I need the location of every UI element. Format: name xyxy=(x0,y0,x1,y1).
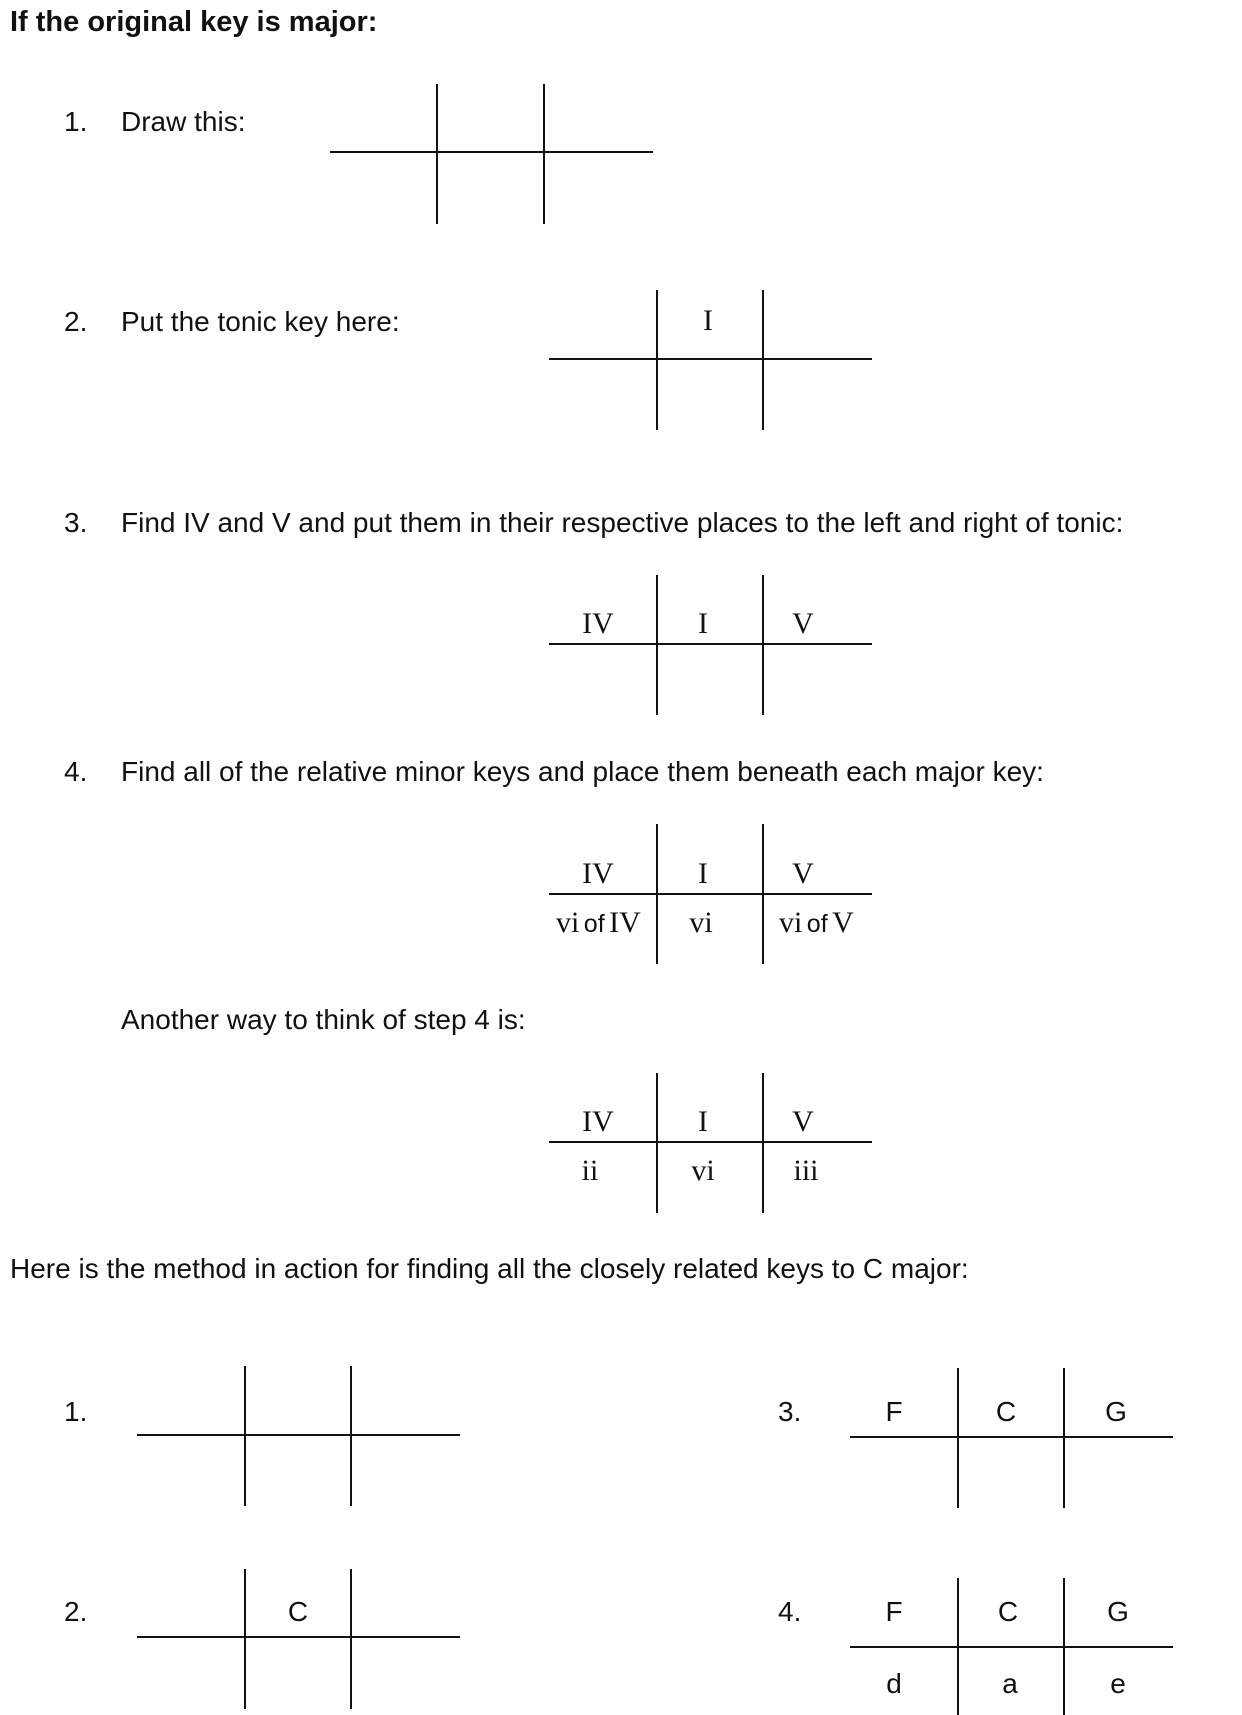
example-4-top-center: C xyxy=(997,1596,1019,1627)
grid-5-bottom-center: vi xyxy=(691,1154,715,1187)
grid-5-bottom-right: iii xyxy=(793,1154,819,1187)
grid-5-top-center: I xyxy=(698,1105,708,1138)
step-2-text: Put the tonic key here: xyxy=(121,306,400,337)
page-title: If the original key is major: xyxy=(10,6,378,38)
key-label: V xyxy=(832,906,854,939)
grid-4-bottom-right xyxy=(779,906,854,940)
example-3-top-left: F xyxy=(885,1396,903,1427)
of-label: of xyxy=(583,910,605,938)
example-4-bottom-right: e xyxy=(1110,1668,1126,1699)
example-4-number: 4. xyxy=(778,1596,802,1627)
step-3-text: Find IV and V and put them in their respective places to the left and right of tonic: xyxy=(121,507,1124,538)
grid-5-top-left: IV xyxy=(582,1105,614,1138)
vi-label: vi xyxy=(556,906,580,939)
alt-method-text: Another way to think of step 4 is: xyxy=(121,1004,526,1035)
example-4-bottom-left: d xyxy=(886,1668,902,1699)
step-4-text: Find all of the relative minor keys and place them beneath each major key: xyxy=(121,756,1044,787)
grid-3-right-label: V xyxy=(792,607,814,640)
example-4-top-right: G xyxy=(1107,1596,1129,1627)
grid-3-center-label: I xyxy=(698,607,708,640)
grid-4-bottom-left xyxy=(556,906,641,940)
step-1-text: Draw this: xyxy=(121,106,246,137)
example-2-center: C xyxy=(287,1596,309,1627)
example-2-number: 2. xyxy=(64,1596,88,1627)
example-3-top-center: C xyxy=(995,1396,1017,1427)
vi-label: vi xyxy=(779,906,803,939)
example-4-bottom-center: a xyxy=(1002,1668,1018,1699)
grid-4-top-right: V xyxy=(792,857,814,890)
grid-4-top-left: IV xyxy=(582,857,614,890)
step-2-number: 2. xyxy=(64,306,88,337)
key-label: IV xyxy=(609,906,641,939)
example-1-number: 1. xyxy=(64,1396,88,1427)
grid-4-top-center: I xyxy=(698,857,708,890)
step-1-number: 1. xyxy=(64,106,88,137)
grid-5-top-right: V xyxy=(792,1105,814,1138)
grid-5-bottom-left: ii xyxy=(581,1154,599,1187)
of-label: of xyxy=(806,910,828,938)
step-4-number: 4. xyxy=(64,756,88,787)
example-3-number: 3. xyxy=(778,1396,802,1427)
example-4-top-left: F xyxy=(885,1596,903,1627)
example-intro: Here is the method in action for finding all the closely related keys to C major: xyxy=(10,1253,969,1284)
grid-3-left-label: IV xyxy=(582,607,614,640)
grid-2-center-label: I xyxy=(703,304,713,337)
grid-4-bottom-center: vi xyxy=(689,906,713,939)
example-3-top-right: G xyxy=(1105,1396,1127,1427)
step-3-number: 3. xyxy=(64,507,88,538)
